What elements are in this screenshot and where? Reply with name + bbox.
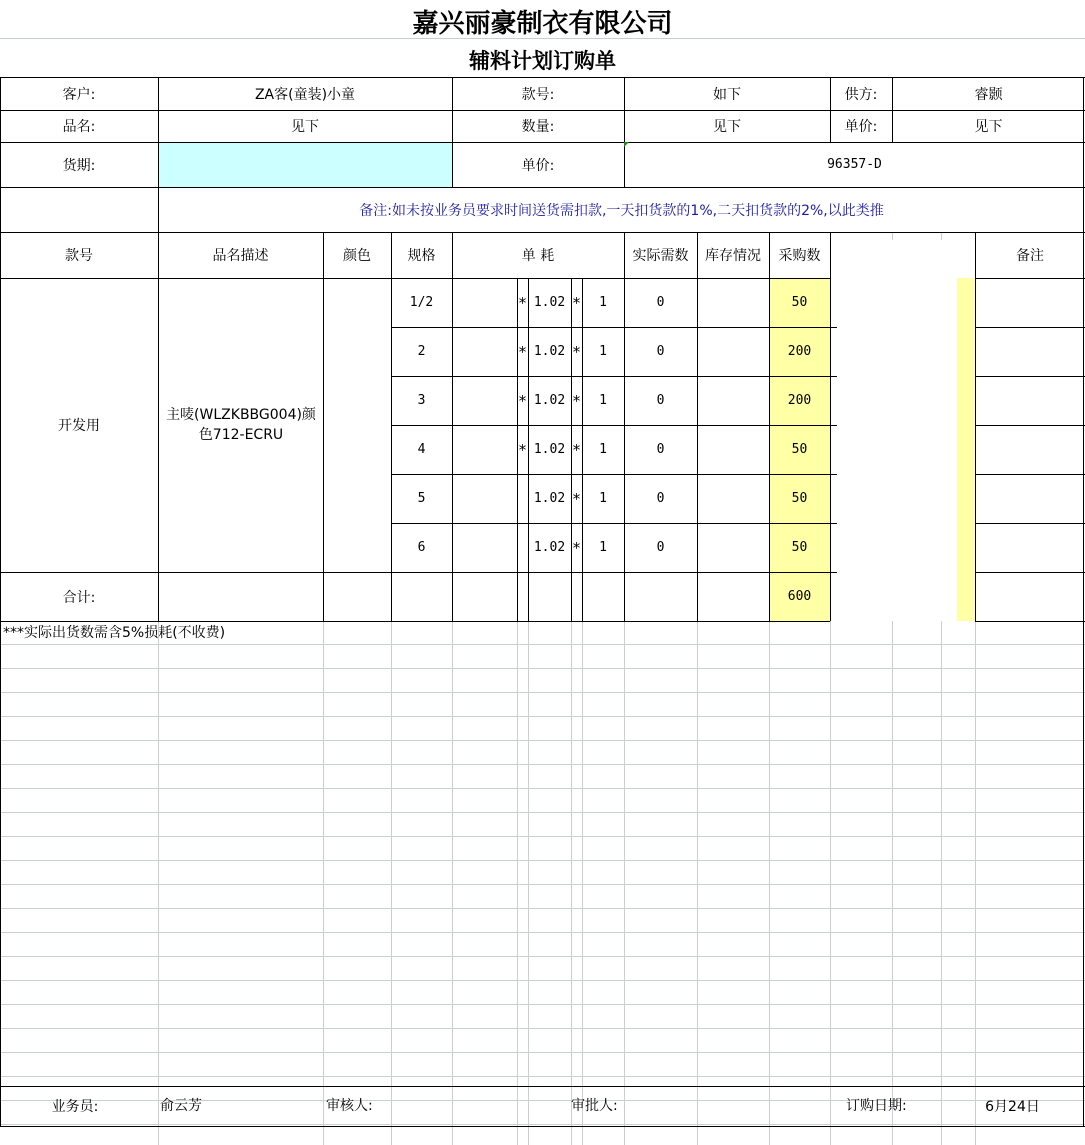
size-cell[interactable]: 2 [417, 344, 426, 359]
header-remark: 备注 [1016, 248, 1044, 264]
document-title: 辅料计划订购单 [469, 48, 616, 73]
border-h [0, 278, 830, 279]
salesperson-value[interactable]: 俞云芳 [160, 1098, 202, 1114]
border-v [697, 232, 698, 621]
border-h [0, 110, 1085, 111]
usage-star-1 [517, 523, 528, 572]
border-v [517, 278, 518, 621]
total-label: 合计: [62, 589, 96, 606]
usage-multiplier[interactable]: 1 [599, 540, 607, 555]
usage-star-1 [517, 474, 528, 523]
unit-price-label: 单价: [844, 119, 878, 135]
unit-price-2-label: 单价: [521, 157, 555, 174]
border-h [0, 77, 1085, 78]
usage-multiplier[interactable]: 1 [599, 442, 607, 457]
usage-star-1: * [517, 342, 528, 361]
actual-need-cell[interactable]: 0 [656, 540, 665, 555]
customer-label: 客户: [62, 87, 96, 103]
border-h [975, 376, 1085, 377]
usage-star-2: * [571, 440, 582, 459]
total-purchase[interactable]: 600 [787, 589, 812, 604]
border-v [391, 232, 392, 621]
border-h [0, 187, 1085, 188]
usage-multiplier[interactable]: 1 [599, 344, 607, 359]
header-purchase: 采购数 [778, 248, 821, 264]
border-v [452, 232, 453, 621]
border-h [0, 142, 1085, 143]
border-h [0, 232, 1085, 233]
purchase-cell[interactable]: 200 [787, 344, 812, 359]
border-v [769, 232, 770, 621]
style-value[interactable]: 如下 [713, 87, 741, 103]
supplier-label: 供方: [844, 87, 878, 103]
usage-star-1: * [517, 391, 528, 410]
quantity-value[interactable]: 见下 [713, 119, 741, 135]
note-text: 备注:如未按业务员要求时间送货需扣款,一天扣货款的1%,二天扣货款的2%,以此类推 [359, 202, 884, 219]
purchase-cell[interactable]: 50 [791, 540, 808, 555]
order-date-label: 订购日期: [846, 1098, 907, 1114]
header-usage: 单 耗 [521, 248, 555, 264]
actual-need-cell[interactable]: 0 [656, 442, 665, 457]
usage-value[interactable]: 1.02 [533, 540, 566, 555]
border-v [452, 77, 453, 187]
usage-value[interactable]: 1.02 [533, 442, 566, 457]
border-v [528, 278, 529, 621]
reviewer-label: 审核人: [326, 1098, 373, 1114]
border-h [391, 327, 837, 328]
company-name: 嘉兴丽豪制衣有限公司 [412, 8, 673, 39]
border-v [582, 278, 583, 621]
delivery-label: 货期: [62, 157, 96, 174]
border-h [975, 572, 1085, 573]
cell-comment-marker [624, 142, 629, 147]
usage-star-1: * [517, 440, 528, 459]
border-h [0, 621, 830, 622]
border-v [323, 232, 324, 621]
border-h [975, 474, 1085, 475]
header-size: 规格 [407, 248, 436, 264]
usage-multiplier[interactable]: 1 [599, 491, 607, 506]
usage-star-2: * [571, 391, 582, 410]
border-v [830, 232, 831, 621]
border-h [391, 523, 837, 524]
border-v [1083, 77, 1084, 1126]
border-h [391, 376, 837, 377]
side-column-highlight [957, 278, 975, 621]
usage-star-2: * [571, 538, 582, 557]
purchase-cell[interactable]: 50 [791, 491, 808, 506]
size-cell[interactable]: 1/2 [409, 295, 434, 310]
order-date-value[interactable]: 6月24日 [985, 1099, 1040, 1115]
style-value-cell[interactable]: 开发用 [58, 418, 100, 434]
description-cell[interactable]: 主唛(WLZKBBG004)颜色712-ECRU [166, 407, 316, 443]
border-v [0, 77, 1, 1126]
size-cell[interactable]: 3 [417, 393, 426, 408]
border-h [975, 621, 1085, 622]
size-cell[interactable]: 4 [417, 442, 426, 457]
border-v [571, 278, 572, 621]
border-h [391, 425, 837, 426]
usage-value[interactable]: 1.02 [533, 491, 566, 506]
border-v [830, 77, 831, 142]
header-actual: 实际需数 [632, 248, 689, 264]
header-style: 款号 [65, 248, 93, 264]
border-h [391, 474, 837, 475]
header-description: 品名描述 [212, 248, 269, 264]
header-stock: 库存情况 [705, 248, 761, 264]
border-v [624, 232, 625, 621]
style-label: 款号: [521, 87, 555, 103]
usage-value[interactable]: 1.02 [533, 393, 566, 408]
purchase-cell[interactable]: 200 [787, 393, 812, 408]
border-v [892, 77, 893, 142]
actual-need-cell[interactable]: 0 [656, 344, 665, 359]
customer-value[interactable]: ZA客(童装)小童 [254, 87, 356, 103]
usage-multiplier[interactable]: 1 [599, 295, 607, 310]
actual-need-cell[interactable]: 0 [656, 295, 665, 310]
size-cell[interactable]: 5 [417, 491, 426, 506]
item-label: 品名: [62, 119, 96, 135]
actual-need-cell[interactable]: 0 [656, 491, 665, 506]
unit-price-value[interactable]: 见下 [974, 119, 1003, 135]
unit-price-2-value[interactable]: 96357-D [827, 157, 882, 172]
border-h [975, 523, 1085, 524]
usage-star-2: * [571, 489, 582, 508]
actual-need-cell[interactable]: 0 [656, 393, 665, 408]
delivery-value[interactable] [158, 142, 452, 187]
border-h [975, 278, 1085, 279]
purchase-cell[interactable]: 50 [791, 295, 808, 310]
purchase-cell[interactable]: 50 [791, 442, 808, 457]
usage-star-1: * [517, 293, 528, 312]
header-color: 颜色 [343, 248, 371, 264]
border-h [975, 327, 1085, 328]
usage-star-2: * [571, 342, 582, 361]
border-h [975, 425, 1085, 426]
border-v [624, 77, 625, 187]
quantity-label: 数量: [521, 119, 555, 135]
item-value[interactable]: 见下 [291, 119, 319, 135]
usage-value[interactable]: 1.02 [533, 295, 566, 310]
approver-label: 审批人: [571, 1098, 618, 1114]
salesperson-label: 业务员: [51, 1099, 99, 1115]
border-v [975, 232, 976, 621]
border-h [0, 1086, 1085, 1087]
usage-value[interactable]: 1.02 [533, 344, 566, 359]
usage-star-2: * [571, 293, 582, 312]
footnote: ***实际出货数需含5%损耗(不收费) [3, 625, 226, 641]
border-v [158, 77, 159, 621]
usage-multiplier[interactable]: 1 [599, 393, 607, 408]
supplier-value[interactable]: 睿颢 [974, 87, 1003, 103]
border-h [0, 572, 837, 573]
border-h [0, 1126, 1085, 1127]
size-cell[interactable]: 6 [417, 540, 426, 555]
